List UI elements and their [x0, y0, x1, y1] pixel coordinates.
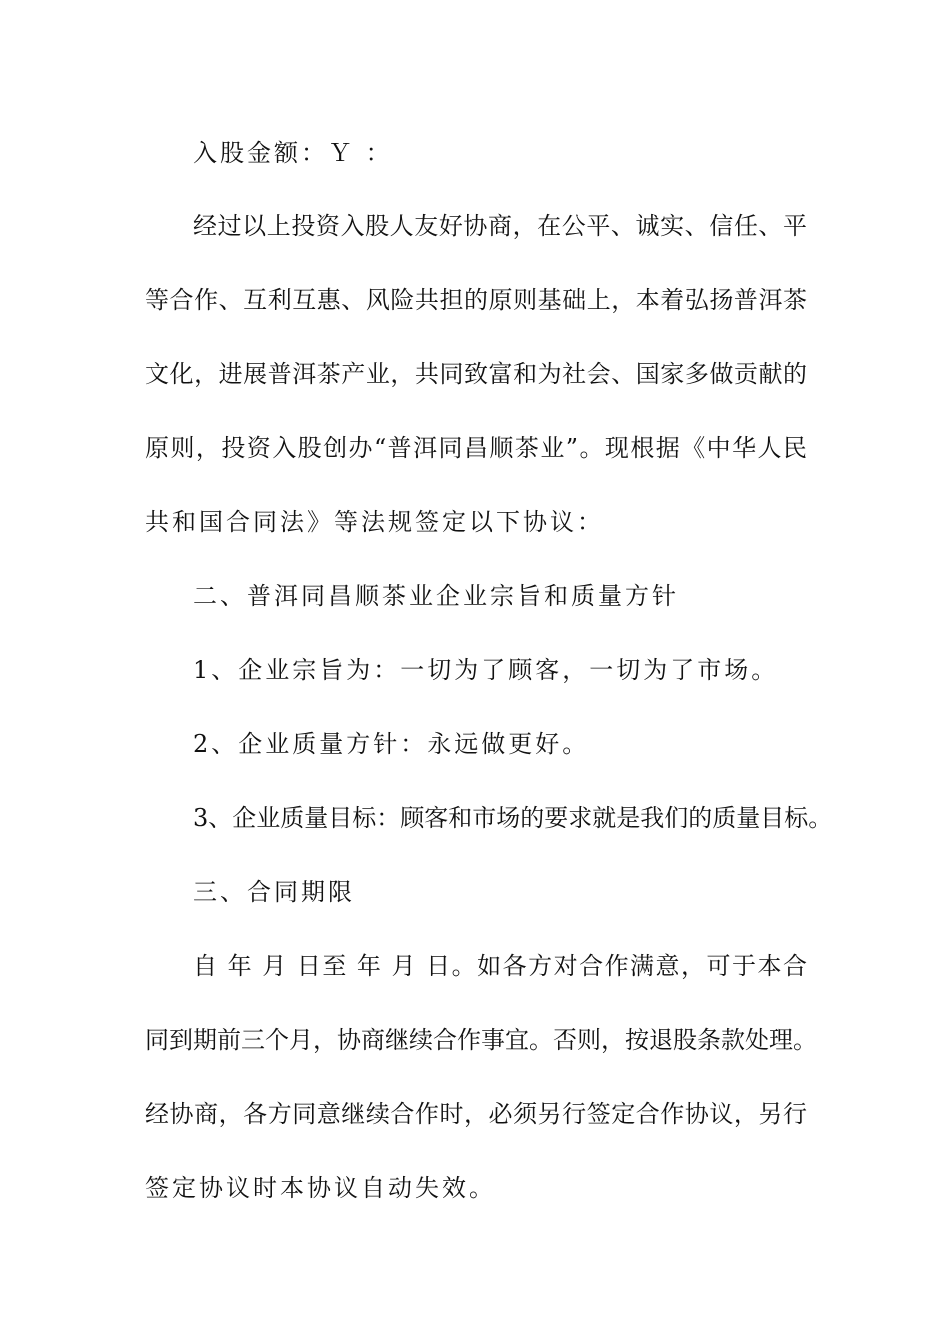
preamble-line-4: 原则，投资入股创办“普洱同昌顺茶业”。现根据《中华人民 — [145, 434, 807, 462]
preamble-line-3: 文化，进展普洱茶产业，共同致富和为社会、国家多做贡献的 — [145, 360, 807, 388]
clause-2-2: 2、企业质量方针：永远做更好。 — [193, 730, 590, 758]
section-2-heading: 二、普洱同昌顺茶业企业宗旨和质量方针 — [193, 582, 679, 610]
term-line-2: 同到期前三个月，协商继续合作事宜。否则，按退股条款处理。 — [145, 1026, 817, 1054]
section-3-heading: 三、合同期限 — [193, 878, 355, 906]
preamble-line-2: 等合作、互利互惠、风险共担的原则基础上，本着弘扬普洱茶 — [145, 286, 807, 314]
clause-2-3: 3、企业质量目标：顾客和市场的要求就是我们的质量目标。 — [193, 804, 833, 832]
term-line-1: 自 年 月 日至 年 月 日。如各方对合作满意，可于本合 — [193, 952, 807, 980]
preamble-line-1: 经过以上投资入股人友好协商，在公平、诚实、信任、平 — [193, 212, 807, 240]
preamble-line-5: 共和国合同法》等法规签定以下协议： — [145, 508, 604, 536]
investment-amount-line: 入股金额：Ｙ ： — [193, 139, 393, 167]
term-line-3: 经协商，各方同意继续合作时，必须另行签定合作协议，另行 — [145, 1100, 807, 1128]
term-line-4: 签定协议时本协议自动失效。 — [145, 1174, 496, 1202]
clause-2-1: 1、企业宗旨为：一切为了顾客，一切为了市场。 — [193, 656, 779, 684]
